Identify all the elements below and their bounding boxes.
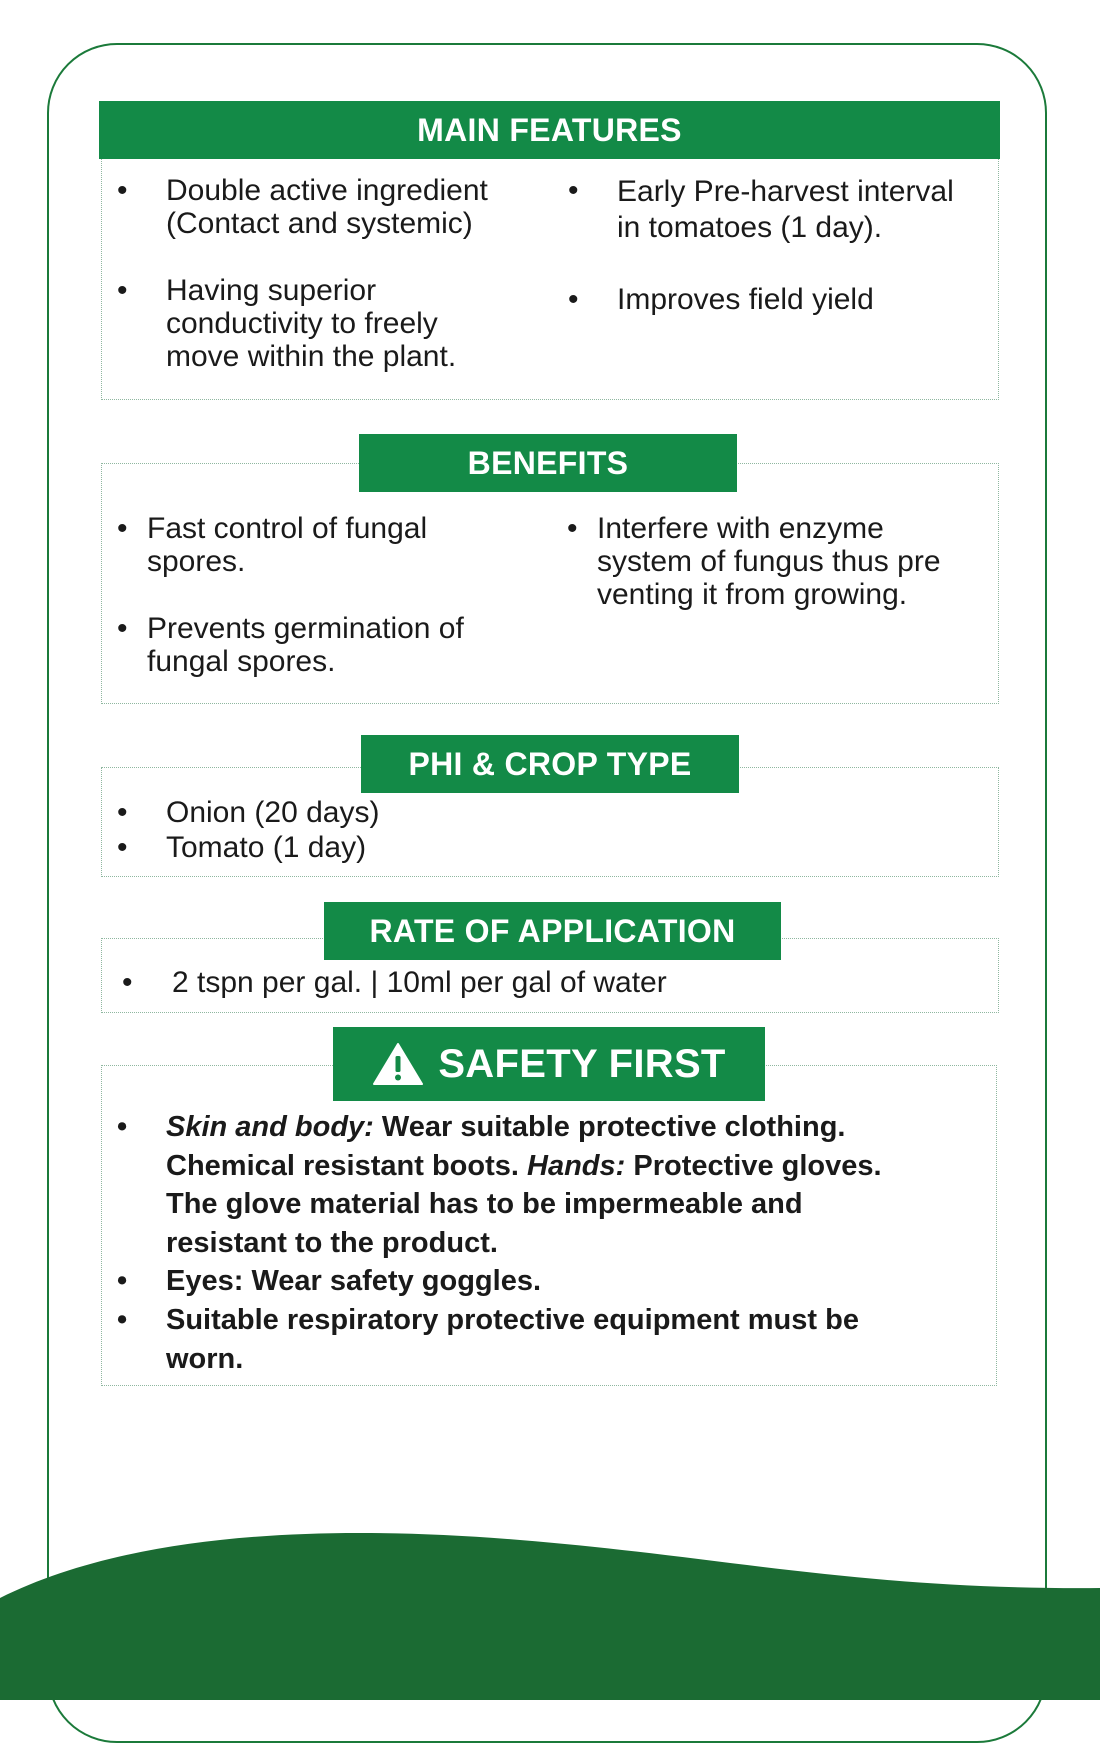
feature-line: move within the plant.: [166, 340, 457, 373]
bullet-icon: •: [117, 274, 128, 307]
boots-text: Chemical resistant boots.: [166, 1149, 527, 1182]
benefit-line: fungal spores.: [147, 645, 336, 678]
safety-title: SAFETY FIRST: [438, 1041, 726, 1086]
rate-item: 2 tspn per gal. | 10ml per gal of water: [172, 966, 667, 999]
safety-item-2: Eyes: Wear safety goggles.: [166, 1265, 542, 1297]
bullet-icon: •: [568, 283, 579, 316]
safety-item-3: [166, 1301, 859, 1378]
feature-line: Improves field yield: [617, 283, 874, 316]
benefit-line: Fast control of fungal: [147, 512, 428, 545]
benefit-line: system of fungus thus pre: [597, 545, 941, 578]
benefit-item-1: [147, 512, 427, 578]
bullet-icon: •: [117, 612, 128, 645]
benefit-line: venting it from growing.: [597, 578, 908, 611]
feature-line: Having superior: [166, 274, 377, 307]
feature-line: Double active ingredient: [166, 174, 488, 207]
safety-line: worn.: [166, 1342, 244, 1375]
bullet-icon: •: [117, 1265, 128, 1297]
hands-label: Hands:: [527, 1149, 626, 1182]
bullet-icon: •: [567, 512, 578, 545]
skin-text: Wear suitable protective clothing.: [373, 1111, 846, 1143]
benefit-item-2: [147, 612, 464, 678]
feature-line: (Contact and systemic): [166, 207, 473, 240]
bullet-icon: •: [568, 174, 579, 207]
bullet-icon: •: [117, 512, 128, 545]
bullet-icon: •: [117, 1304, 128, 1336]
benefit-line: spores.: [147, 545, 246, 578]
benefit-line: Interfere with enzyme: [597, 512, 884, 545]
bullet-icon: •: [117, 796, 128, 829]
hands-text: Protective gloves.: [625, 1149, 882, 1182]
feature-line: Early Pre-harvest interval: [617, 175, 954, 208]
rate-header: [324, 902, 781, 960]
safety-item-1: [166, 1108, 882, 1262]
main-features-header: [99, 101, 1000, 159]
safety-line: Suitable respiratory protective equipment must be: [166, 1304, 859, 1336]
feature-line: in tomatoes (1 day).: [617, 211, 883, 244]
rate-title: RATE OF APPLICATION: [369, 912, 736, 949]
bullet-icon: •: [117, 174, 128, 207]
bullet-icon: •: [117, 1111, 128, 1143]
safety-line: [166, 1147, 882, 1186]
bottom-wave: [0, 1530, 1100, 1700]
phi-title: PHI & CROP TYPE: [408, 745, 692, 782]
safety-line: resistant to the product.: [166, 1226, 498, 1259]
feature-item-2: [166, 274, 456, 373]
benefit-line: Prevents germination of: [147, 612, 464, 645]
benefit-item-3: [597, 512, 941, 611]
phi-item-1: Onion (20 days): [166, 796, 380, 829]
feature-line: conductivity to freely: [166, 307, 438, 340]
safety-line: The glove material has to be impermeable and: [166, 1188, 803, 1220]
benefits-title: BENEFITS: [467, 444, 629, 481]
feature-item-1: [166, 174, 488, 240]
benefits-header: [359, 434, 737, 492]
main-features-title: MAIN FEATURES: [417, 111, 682, 148]
feature-item-4: [617, 283, 874, 316]
skin-label: Skin and body:: [166, 1111, 374, 1143]
warning-triangle-icon: [372, 1042, 424, 1086]
bullet-icon: •: [122, 966, 133, 999]
safety-header: [333, 1027, 765, 1101]
bullet-icon: •: [117, 831, 128, 864]
phi-header: [361, 735, 739, 793]
phi-item-2: Tomato (1 day): [166, 831, 367, 864]
feature-item-3: [617, 174, 954, 246]
safety-line: [166, 1108, 882, 1147]
